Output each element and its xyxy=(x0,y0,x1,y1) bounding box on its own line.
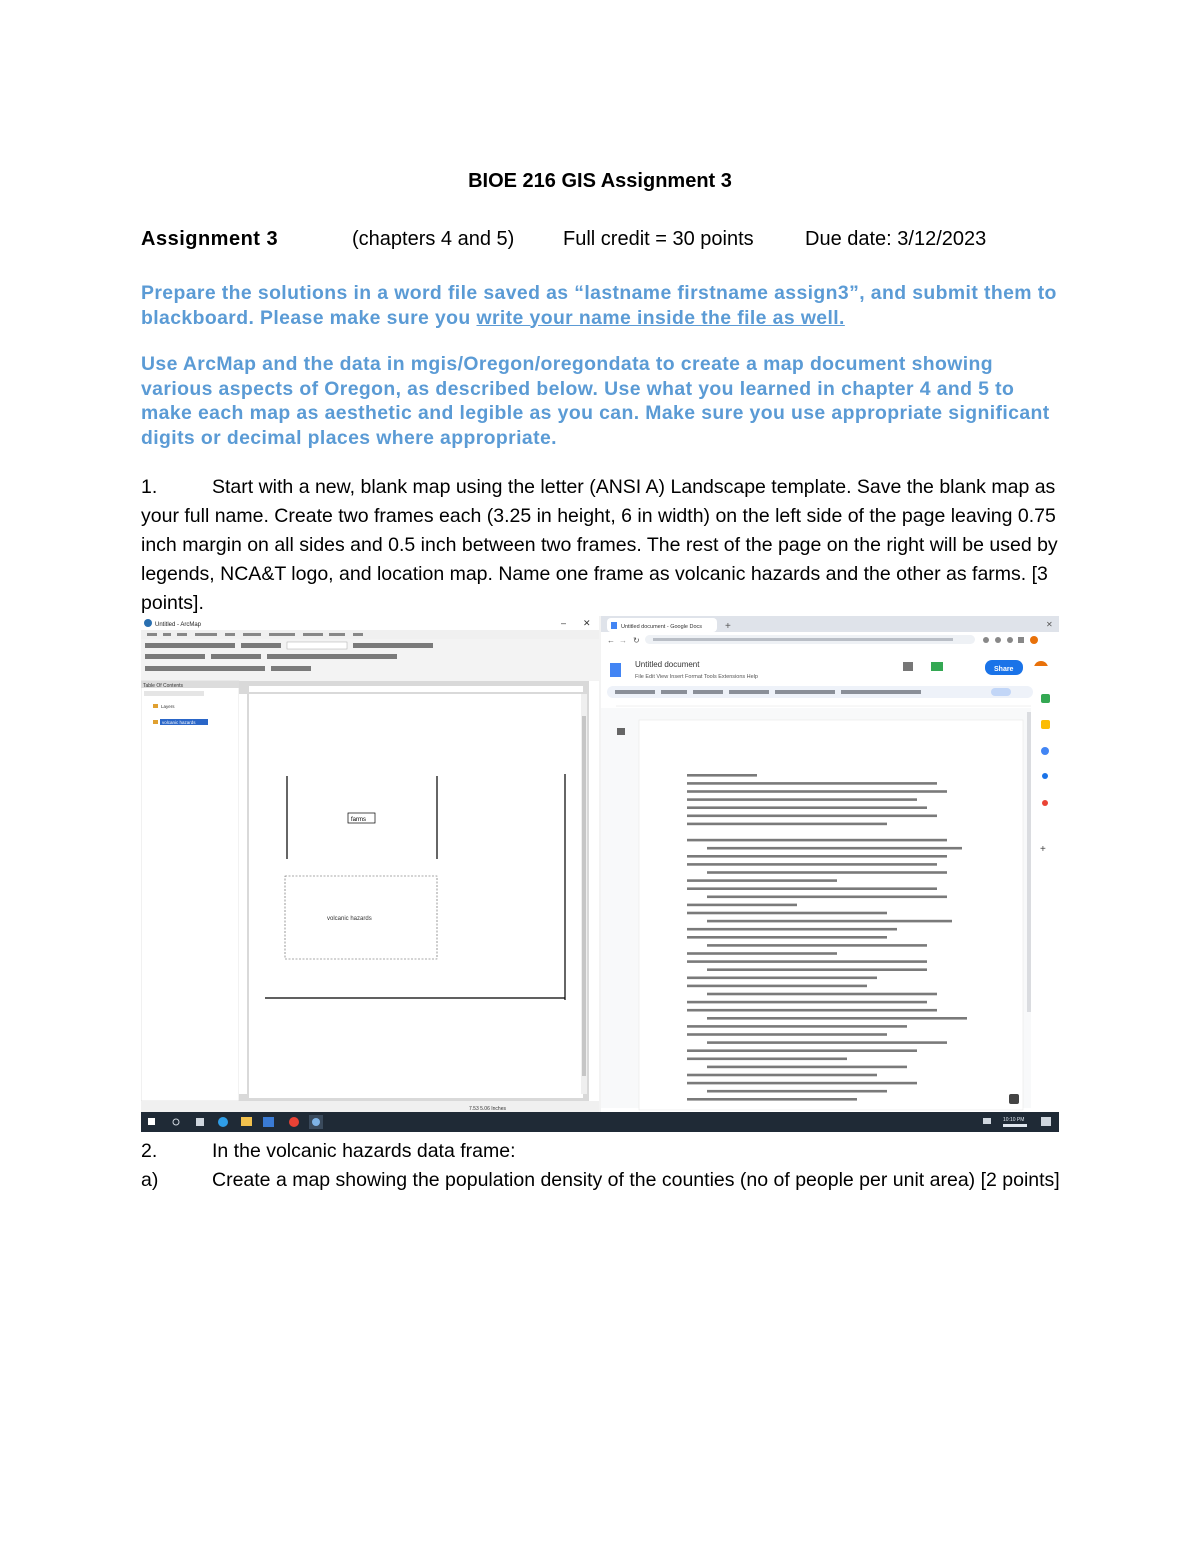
comment-icon[interactable] xyxy=(903,662,913,671)
side-panel xyxy=(1033,666,1059,1112)
docs-text-line xyxy=(687,936,887,939)
back-icon[interactable]: ← xyxy=(607,636,615,645)
embedded-screenshot xyxy=(141,616,1059,1132)
minimize-icon[interactable]: – xyxy=(561,618,567,628)
docs-text-line xyxy=(687,879,837,882)
contacts-icon[interactable] xyxy=(1042,773,1048,779)
docs-text-line xyxy=(687,863,937,866)
tasks-icon[interactable] xyxy=(1041,747,1049,755)
browser-close-icon[interactable]: ✕ xyxy=(1046,620,1053,629)
docs-text-line xyxy=(707,1090,887,1093)
arcmap-title: Untitled - ArcMap xyxy=(155,622,202,628)
docs-title[interactable]: Untitled document xyxy=(635,660,700,669)
keep-icon[interactable] xyxy=(1041,720,1050,729)
docs-text-line xyxy=(687,1082,917,1085)
docs-text-line xyxy=(687,952,837,955)
docs-text-line xyxy=(687,839,947,842)
store-icon[interactable] xyxy=(263,1117,274,1127)
vertical-ruler xyxy=(239,694,247,1094)
docs-text-line xyxy=(687,1001,927,1004)
chrome-icon[interactable] xyxy=(289,1117,299,1127)
outline-icon[interactable] xyxy=(617,728,625,735)
item-2a-text: Create a map showing the population density of the counties (no of people per unit area) [2 points] xyxy=(212,1169,1060,1191)
status-coordinates: 7.53 5.06 Inches xyxy=(469,1106,506,1112)
toc-frame-label: volcanic hazards xyxy=(162,720,196,725)
toc-title: Table Of Contents xyxy=(143,683,184,689)
file-explorer-icon[interactable] xyxy=(241,1117,252,1126)
item-1-number: 1. xyxy=(141,476,158,498)
docs-text-line xyxy=(687,798,917,801)
docs-text-line xyxy=(707,871,947,874)
docs-ruler xyxy=(616,700,1031,706)
item-2-text: In the volcanic hazards data frame: xyxy=(212,1140,516,1162)
start-icon[interactable] xyxy=(148,1118,155,1125)
docs-text-line xyxy=(687,1098,857,1101)
docs-text-line xyxy=(687,1033,887,1036)
maps-icon[interactable] xyxy=(1042,800,1048,806)
toc-layers[interactable]: Layers xyxy=(161,704,175,709)
docs-scrollbar[interactable] xyxy=(1027,712,1031,1012)
submission-instructions xyxy=(141,281,1061,330)
profile-avatar[interactable] xyxy=(1030,636,1038,644)
docs-text-line xyxy=(687,855,947,858)
docs-text-line xyxy=(707,1041,947,1044)
assignment-meta-row xyxy=(141,228,1061,254)
browser-tab-label: Untitled document - Google Docs xyxy=(621,624,703,630)
item-1-text: Start with a new, blank map using the letter (ANSI A) Landscape template. Save the blank map as your full name. Create two frames each (3.25 in height, 6 in width) on the left side of the page leaving 0.75 inch margin on all sides and 0.5 inch between two frames. The rest of the page on the right will be used by legends, NCA&T logo, and location map. Name one frame as volcanic hazards and the other as farms. [3 points]. xyxy=(141,476,1058,614)
docs-text-line xyxy=(687,1049,917,1052)
docs-text-line xyxy=(687,985,867,988)
docs-text-line xyxy=(707,1066,907,1069)
docs-text-line xyxy=(707,847,962,850)
frame-icon xyxy=(153,720,158,724)
layers-icon xyxy=(153,704,158,708)
explore-icon[interactable] xyxy=(1009,1094,1019,1104)
due-date-text: Due date: 3/12/2023 xyxy=(805,228,987,250)
docs-text-line xyxy=(687,806,927,809)
horizontal-ruler xyxy=(249,686,583,692)
arcmap-app-icon xyxy=(144,619,152,627)
docs-text-line xyxy=(707,920,952,923)
share-label: Share xyxy=(994,666,1014,673)
docs-text-line xyxy=(687,782,937,785)
submission-text: Prepare the solutions in a word file saved as “lastname firstname assign3”, and submit them to blackboard. Please make sure you xyxy=(141,282,1057,329)
docs-text-line xyxy=(687,977,877,980)
item-2 xyxy=(141,1137,1071,1166)
forward-icon[interactable]: → xyxy=(619,636,627,645)
table-of-contents-pane[interactable] xyxy=(141,681,239,1101)
arcmap-statusbar xyxy=(141,1101,599,1112)
assignment-label: Assignment 3 xyxy=(141,228,279,250)
docs-text-line xyxy=(707,993,937,996)
docs-text-line xyxy=(687,912,887,915)
calendar-icon[interactable] xyxy=(1041,694,1050,703)
add-addon-icon[interactable]: + xyxy=(1040,844,1046,855)
arcmap-instructions: Use ArcMap and the data in mgis/Oregon/oregondata to create a map document showing various aspects of Oregon, as described below. Use what you learned in chapter 4 and 5 to make each map as aesthetic and legible as you can. Make sure you use appropriate significant digits or decimal places where appropriate. xyxy=(141,353,1050,449)
docs-text-line xyxy=(687,887,937,890)
item-2a-letter: a) xyxy=(141,1169,159,1191)
docs-favicon-icon xyxy=(611,622,617,629)
docs-text-line xyxy=(687,823,887,826)
docs-text-line xyxy=(707,944,927,947)
docs-text-line xyxy=(707,968,927,971)
docs-text-line xyxy=(687,790,947,793)
name-reminder: write your name inside the file as well. xyxy=(476,306,845,329)
taskbar xyxy=(141,1112,1059,1132)
docs-text-line xyxy=(687,1058,847,1061)
docs-text-line xyxy=(707,1017,967,1020)
chapters-text: (chapters 4 and 5) xyxy=(352,228,515,250)
docs-logo-icon xyxy=(610,663,621,677)
document-title: BIOE 216 GIS Assignment 3 xyxy=(468,170,732,192)
farms-frame-label: farms xyxy=(351,817,366,823)
item-2-number: 2. xyxy=(141,1140,158,1162)
reload-icon[interactable]: ↻ xyxy=(633,636,640,645)
close-icon[interactable]: ✕ xyxy=(583,618,591,628)
item-2a xyxy=(141,1166,1071,1195)
item-1 xyxy=(141,473,1066,618)
docs-text-line xyxy=(687,774,757,777)
network-icon[interactable] xyxy=(983,1118,991,1124)
layout-page[interactable] xyxy=(249,694,583,1098)
meet-icon[interactable] xyxy=(931,662,943,671)
new-tab-icon[interactable]: + xyxy=(725,621,731,632)
volcanic-frame-label: volcanic hazards xyxy=(327,916,372,922)
edge-icon[interactable] xyxy=(218,1117,228,1127)
notification-icon[interactable] xyxy=(1041,1117,1051,1126)
docs-text-line xyxy=(687,1009,937,1012)
docs-text-line xyxy=(687,960,927,963)
docs-text-line xyxy=(687,815,937,818)
docs-text-line xyxy=(687,928,897,931)
taskbar-clock: 10:10 PM xyxy=(1003,1117,1025,1123)
docs-text-line xyxy=(707,896,947,899)
docs-text-line xyxy=(687,1025,907,1028)
docs-text-line xyxy=(687,904,797,907)
credit-text: Full credit = 30 points xyxy=(563,228,754,250)
docs-text-line xyxy=(687,1074,877,1077)
task-view-icon[interactable] xyxy=(196,1118,204,1126)
docs-menubar[interactable]: File Edit View Insert Format Tools Extensions Help xyxy=(635,674,758,680)
